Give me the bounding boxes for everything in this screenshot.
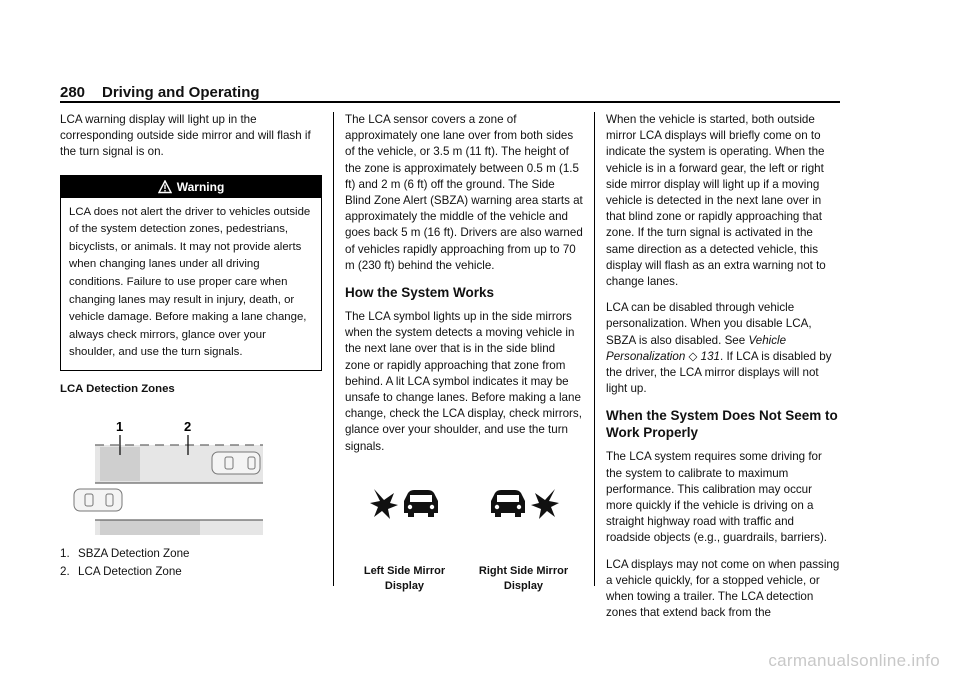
limitations-paragraph: LCA displays may not come on when passing a vehicle quickly, for a stopped vehicle, or when towing a trailer. The LCA detection zones that extend back from the [606, 557, 840, 620]
not-working-heading: When the System Does Not Seem to Work Properly [606, 408, 838, 441]
startup-paragraph: When the vehicle is started, both outside mirror LCA displays will briefly come on to indicate the system is operating. When the vehicle is in a forward gear, the left or right side mirror display will light up if a moving vehicle is detected in the next lane over in that blind zone or rapidly approaching that zone. If the turn signal is activated in the same direction as a detected vehicle, this display will flash as an extra warning not to change lanes. [606, 113, 826, 289]
legend-text: LCA Detection Zone [78, 564, 182, 578]
warning-title: Warning [176, 179, 225, 194]
how-system-works-heading: How the System Works [345, 285, 495, 301]
disable-paragraph [606, 300, 840, 397]
right-mirror-caption-line2: Display [503, 580, 544, 593]
legend-item [60, 546, 322, 562]
left-mirror-caption-line2: Display [384, 580, 425, 593]
detection-zones-diagram [60, 417, 322, 540]
lca-left-mirror-icon [370, 485, 440, 525]
header-rule [60, 101, 840, 103]
legend-item [60, 564, 322, 580]
mirror-displays [345, 485, 583, 594]
warning-box [60, 175, 322, 371]
disable-text-end: . If LCA is disabled by the driver, the LCA mirror displays will not light up. [606, 349, 832, 396]
callout-1: 1 [116, 419, 124, 435]
column-middle [345, 112, 583, 594]
vehicle-personalization-link[interactable]: Vehicle Personalization [606, 333, 787, 363]
column-left [60, 112, 322, 581]
right-mirror-figure [469, 485, 579, 594]
callout-2: 2 [184, 419, 192, 435]
intro-paragraph: LCA warning display will light up in the corresponding outside side mirror and will flash if the turn signal is on. [60, 113, 311, 159]
sensor-coverage-paragraph: The LCA sensor covers a zone of approximately one lane over from both sides of the vehicle, or 3.5 m (11 ft). The height of the zone is approximately between 0.5 m (1.5 ft) and 2 m (6 ft) off the ground. The Side Blind Zone Alert (SBZA) warning area starts at approximately the middle of the vehicle and goes back 5 m (16 ft). Drivers are also warned of vehicles rapidly approaching from up to 70 m (230 ft) behind the vehicle. [345, 113, 583, 272]
column-right [606, 112, 840, 631]
section-title: Driving and Operating [102, 84, 260, 101]
legend-number: 1. [60, 547, 70, 561]
figure-legend [60, 546, 322, 579]
page-reference[interactable]: ◇ 131 [688, 349, 720, 363]
watermark: carmanualsonline.info [768, 651, 940, 670]
right-mirror-caption: Right Side Mirror [478, 565, 569, 578]
figure-label: LCA Detection Zones [60, 382, 175, 395]
lca-right-mirror-icon [489, 485, 559, 525]
page-number: 280 [60, 84, 86, 101]
how-system-works-paragraph: The LCA symbol lights up in the side mirrors when the system detects a moving vehicle in the next lane over that is in the side blind zone or rapidly approaching that zone from behind. A lit LCA symbol indicates it may be unsafe to change lanes. Before making a lane change, check the LCA display, check mirrors, glance over your shoulder, and use the turn signals. [345, 310, 582, 453]
legend-number: 2. [60, 564, 70, 578]
left-mirror-figure [350, 485, 460, 594]
calibration-paragraph: The LCA system requires some driving for the system to calibrate to maximum performance. This calibration may occur more quickly if the vehicle is driving on a straight highway road with traffic and roadside objects (e.g., guardrails, barriers). [606, 450, 828, 545]
left-mirror-caption: Left Side Mirror [363, 565, 446, 578]
warning-body: LCA does not alert the driver to vehicles outside of the system detection zones, pedestrians, bicyclists, or animals. It may not provide alerts when changing lanes under all driving conditions. Failure to use proper care when changing lanes may result in injury, death, or vehicle damage. Before making a lane change, always check mirrors, glance over your shoulder, and use the turn signals. [69, 205, 311, 359]
legend-text: SBZA Detection Zone [78, 547, 190, 561]
disable-text: LCA can be disabled through vehicle personalization. When you disable LCA, SBZA is also disabled. See [606, 301, 812, 347]
column-divider [333, 112, 334, 586]
column-divider [594, 112, 595, 586]
warning-header [61, 176, 321, 198]
warning-icon [158, 180, 172, 194]
